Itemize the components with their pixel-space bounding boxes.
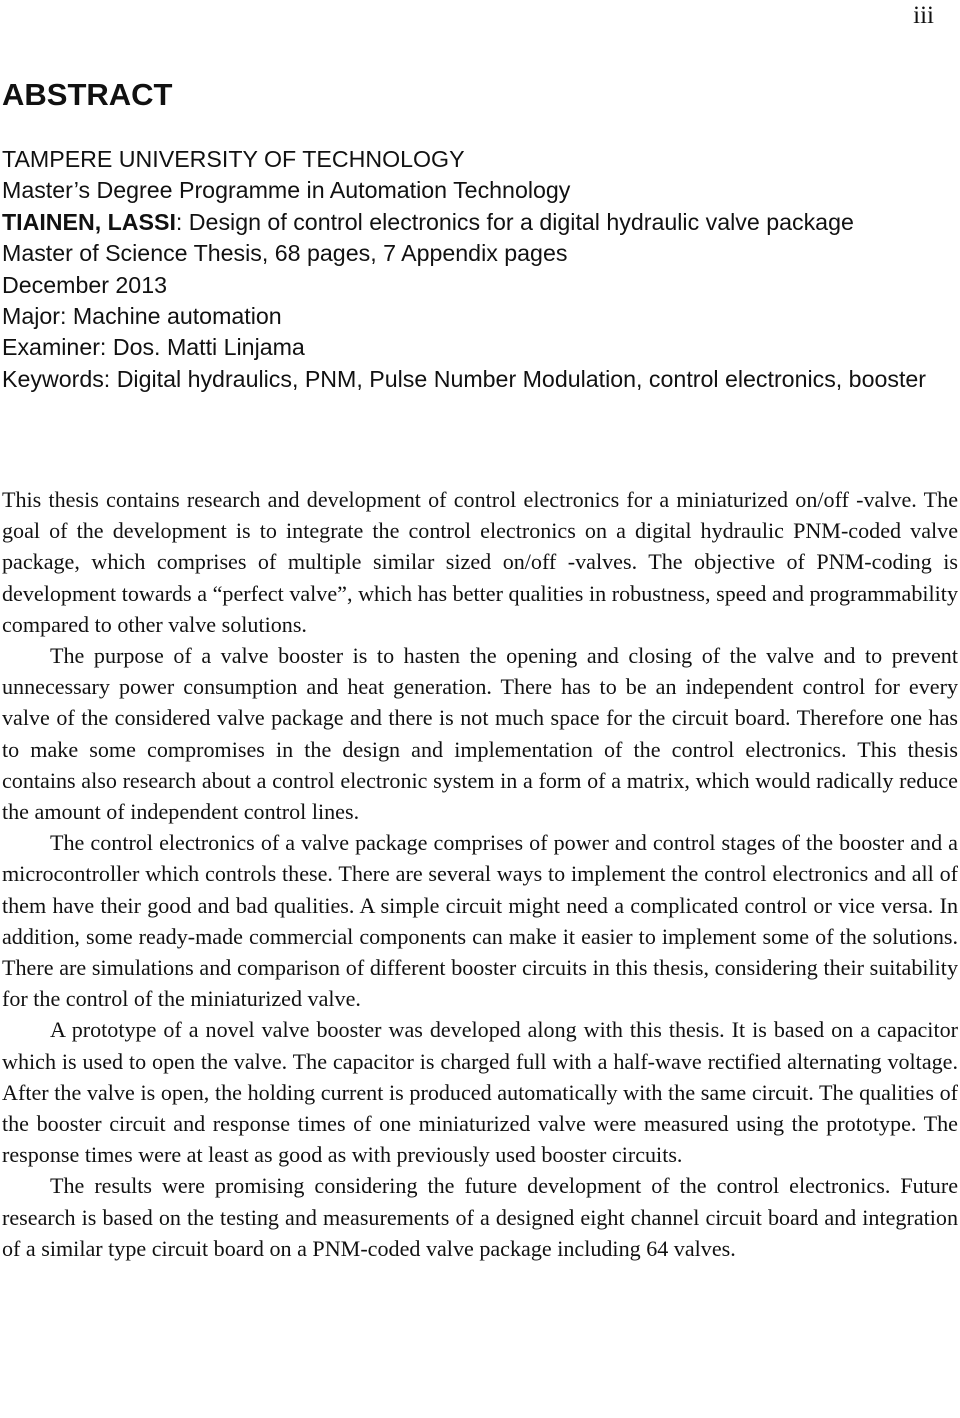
abstract-paragraph-5: The results were promising considering the future development of the control electronics. Future research is based on the testing and measurements of a designed eight channel circuit board and integration of a similar type circuit board on a PNM-coded valve package including 64 valves. (2, 1173, 958, 1261)
thesis-date: December 2013 (2, 271, 167, 298)
author-and-title (2, 207, 952, 238)
page-number: iii (913, 2, 934, 29)
keywords: Keywords: Digital hydraulics, PNM, Pulse Number Modulation, control electronics, booster (2, 365, 927, 392)
thesis-metadata (2, 144, 952, 395)
abstract-paragraph-1: This thesis contains research and development of control electronics for a miniaturized on/off -valve. The goal of the development is to integrate the control electronics on a digital hydraulic PNM-coded valve package, which comprises of multiple similar sized on/off -valves. The objective of PNM-coding is development towards a “perfect valve”, which has better qualities in robustness, speed and programmability compared to other valve solutions. (2, 487, 958, 637)
abstract-paragraph-4: A prototype of a novel valve booster was developed along with this thesis. It is based on a capacitor which is used to open the valve. The capacitor is charged full with a half-wave rectified alternating voltage. After the valve is open, the holding current is produced automatically with the same circuit. The qualities of the booster circuit and response times of one miniaturized valve were measured using the prototype. The response times were at least as good as with previously used booster circuits. (2, 1017, 958, 1168)
abstract-body (2, 484, 958, 1264)
major: Major: Machine automation (2, 303, 282, 330)
abstract-heading: ABSTRACT (2, 77, 173, 112)
abstract-paragraph-2: The purpose of a valve booster is to hasten the opening and closing of the valve and to prevent unnecessary power consumption and heat generation. There has to be an independent control for every valve of the considered valve package and there is not much space for the circuit board. Therefore one has to make some compromises in the design and implementation of the control electronics. This thesis contains also research about a control electronic system in a form of a matrix, which would radically reduce the amount of independent control lines. (2, 643, 958, 825)
university-name: TAMPERE UNIVERSITY OF TECHNOLOGY (2, 146, 465, 172)
thesis-info: Master of Science Thesis, 68 pages, 7 Appendix pages (2, 240, 568, 267)
examiner: Examiner: Dos. Matti Linjama (2, 334, 305, 361)
degree-programme: Master’s Degree Programme in Automation Technology (2, 177, 571, 204)
abstract-paragraph-3: The control electronics of a valve package comprises of power and control stages of the booster and a microcontroller which controls these. There are several ways to implement the control electronics and all of them have their good and bad qualities. A simple circuit might need a complicated control or vice versa. In addition, some ready-made commercial components can make it easier to implement some of the solutions. There are simulations and comparison of different booster circuits in this thesis, considering their suitability for the control of the miniaturized valve. (2, 830, 958, 1012)
thesis-title: : Design of control electronics for a digital hydraulic valve package (175, 208, 854, 235)
author-name: TIAINEN, LASSI (2, 208, 176, 235)
